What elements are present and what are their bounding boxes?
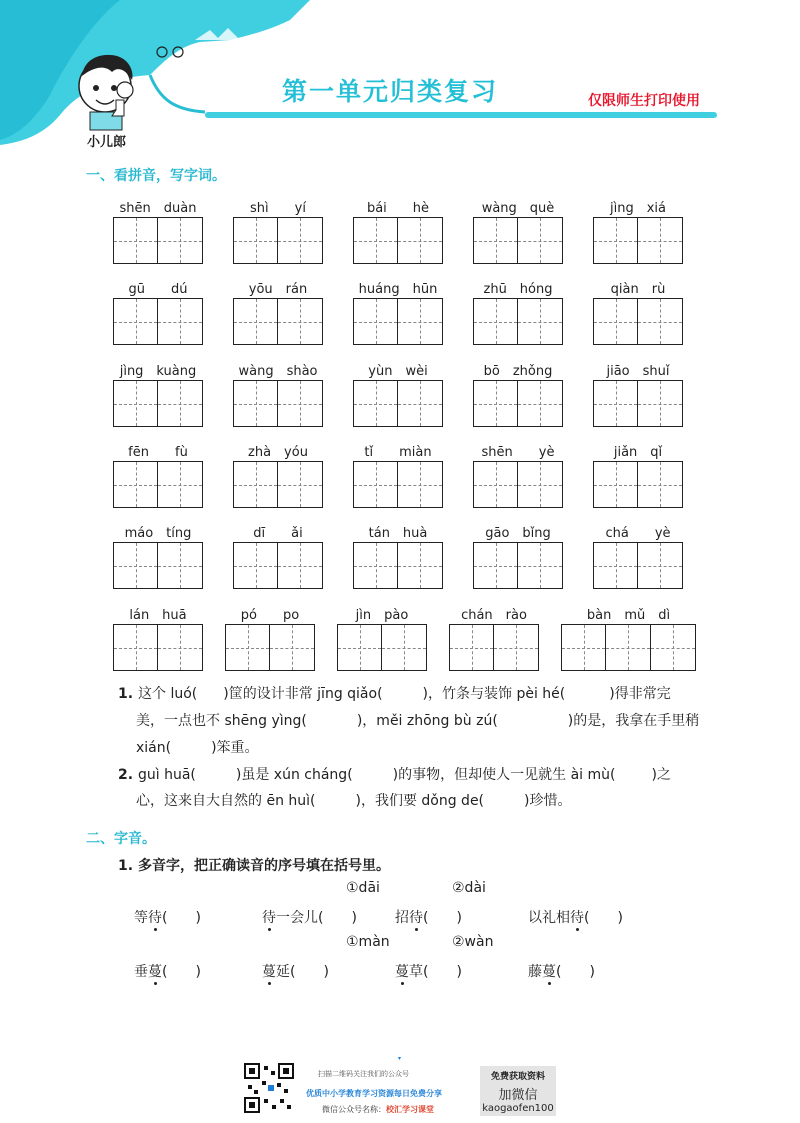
writing-cell[interactable] bbox=[158, 381, 202, 426]
pinyin-label: jìng kuàng bbox=[119, 364, 197, 379]
writing-box[interactable] bbox=[225, 624, 315, 671]
writing-cell[interactable] bbox=[234, 218, 278, 263]
writing-cell[interactable] bbox=[114, 218, 158, 263]
writing-cell[interactable] bbox=[278, 218, 322, 263]
pinyin-label: huáng hūn bbox=[358, 282, 438, 297]
footer-share-text: 优质中小学教育学习资源每日免费分享 bbox=[306, 1089, 442, 1098]
section-2-q1-instruction: 1. 多音字，把正确读音的序号填在括号里。 bbox=[118, 858, 390, 874]
writing-cell[interactable] bbox=[354, 299, 398, 344]
writing-cell[interactable] bbox=[382, 625, 426, 670]
writing-cell[interactable] bbox=[114, 381, 158, 426]
pinyin-label: máo tíng bbox=[124, 526, 192, 541]
writing-cell[interactable] bbox=[398, 218, 442, 263]
pinyin-label: chán rào bbox=[461, 608, 527, 623]
q1-line-3: xián( )笨重。 bbox=[136, 740, 259, 756]
pinyin-label: gū dú bbox=[128, 282, 188, 297]
q2-number: 2. bbox=[118, 767, 134, 783]
writing-box[interactable] bbox=[353, 298, 443, 345]
writing-box[interactable] bbox=[593, 217, 683, 264]
reading-option-dai4: ②dài bbox=[452, 880, 486, 896]
word-dai-yihuier: 待一会儿( ) bbox=[262, 907, 357, 927]
writing-cell[interactable] bbox=[594, 543, 638, 588]
writing-cell[interactable] bbox=[226, 625, 270, 670]
writing-box[interactable] bbox=[353, 461, 443, 508]
word-mancao: 蔓草( ) bbox=[395, 961, 462, 981]
writing-cell[interactable] bbox=[354, 543, 398, 588]
writing-cell[interactable] bbox=[651, 625, 695, 670]
pinyin-label: zhū hóng bbox=[483, 282, 553, 297]
pinyin-label: shēn duàn bbox=[119, 201, 197, 216]
thumbs-up-boy-icon bbox=[72, 50, 142, 132]
writing-cell[interactable] bbox=[594, 218, 638, 263]
footer-account: 微信公众号名称：校汇学习课堂 bbox=[322, 1105, 434, 1114]
writing-box[interactable] bbox=[113, 624, 203, 671]
word-chuiman: 垂蔓( ) bbox=[134, 961, 201, 981]
writing-box[interactable] bbox=[449, 624, 539, 671]
writing-cell[interactable] bbox=[398, 543, 442, 588]
writing-cell[interactable] bbox=[606, 625, 650, 670]
pinyin-label: zhà yóu bbox=[248, 445, 308, 460]
writing-cell[interactable] bbox=[518, 299, 562, 344]
pinyin-label: yōu rán bbox=[248, 282, 308, 297]
pinyin-label: dī ǎi bbox=[253, 526, 303, 541]
writing-cell[interactable] bbox=[450, 625, 494, 670]
title-underline-bar bbox=[205, 112, 717, 118]
writing-box[interactable] bbox=[353, 217, 443, 264]
pinyin-label: chá yè bbox=[605, 526, 671, 541]
writing-box[interactable] bbox=[593, 542, 683, 589]
usage-restriction-notice: 仅限师生打印使用 bbox=[588, 93, 700, 109]
writing-cell[interactable] bbox=[638, 462, 682, 507]
page-title: 第一单元归类复习 bbox=[282, 77, 499, 106]
writing-cell[interactable] bbox=[234, 299, 278, 344]
writing-cell[interactable] bbox=[398, 381, 442, 426]
reading-option-wan: ②wàn bbox=[452, 934, 494, 950]
writing-box[interactable] bbox=[113, 298, 203, 345]
writing-cell[interactable] bbox=[474, 543, 518, 588]
writing-cell[interactable] bbox=[398, 299, 442, 344]
writing-cell[interactable] bbox=[474, 218, 518, 263]
writing-cell[interactable] bbox=[114, 543, 158, 588]
q2-line-1: 2. guì huā( )虽是 xún cháng( )的事物，但却使人一见就生 ài mù( )之 bbox=[118, 767, 671, 783]
writing-cell[interactable] bbox=[474, 299, 518, 344]
section-2-heading: 二、字音。 bbox=[86, 831, 156, 847]
pinyin-label: qiàn rù bbox=[610, 282, 666, 297]
writing-cell[interactable] bbox=[158, 462, 202, 507]
pinyin-label: gāo bǐng bbox=[485, 526, 551, 541]
writing-cell[interactable] bbox=[158, 543, 202, 588]
writing-cell[interactable] bbox=[158, 218, 202, 263]
writing-box[interactable] bbox=[233, 217, 323, 264]
writing-box[interactable] bbox=[113, 217, 203, 264]
pinyin-label: tán huà bbox=[368, 526, 428, 541]
pinyin-label: fēn fù bbox=[128, 445, 188, 460]
writing-box[interactable] bbox=[473, 542, 563, 589]
word-zhaodai: 招待( ) bbox=[395, 907, 462, 927]
writing-box[interactable] bbox=[593, 298, 683, 345]
writing-box[interactable] bbox=[473, 461, 563, 508]
writing-cell[interactable] bbox=[234, 462, 278, 507]
writing-box[interactable] bbox=[473, 298, 563, 345]
writing-cell[interactable] bbox=[234, 543, 278, 588]
pinyin-label: jìng xiá bbox=[610, 201, 666, 216]
pinyin-label: lán huā bbox=[129, 608, 187, 623]
word-yilixiangdai: 以礼相待( ) bbox=[528, 907, 623, 927]
writing-cell[interactable] bbox=[158, 625, 202, 670]
writing-cell[interactable] bbox=[338, 625, 382, 670]
section-1-heading: 一、看拼音，写字词。 bbox=[86, 168, 226, 184]
q1-line-2: 美，一点也不 shēng yìng( )，měi zhōng bù zú( )的是，我拿在手里稍 bbox=[136, 713, 700, 729]
writing-cell[interactable] bbox=[278, 543, 322, 588]
pinyin-label: bō zhǒng bbox=[483, 364, 553, 379]
writing-cell[interactable] bbox=[354, 381, 398, 426]
pinyin-label: bái hè bbox=[366, 201, 430, 216]
qr-code-icon bbox=[244, 1063, 294, 1113]
pinyin-label: wàng shào bbox=[238, 364, 318, 379]
q1-number: 1. bbox=[118, 686, 134, 702]
writing-cell[interactable] bbox=[354, 462, 398, 507]
writing-cell[interactable] bbox=[114, 462, 158, 507]
writing-cell[interactable] bbox=[594, 381, 638, 426]
writing-cell[interactable] bbox=[474, 381, 518, 426]
writing-cell[interactable] bbox=[278, 299, 322, 344]
writing-cell[interactable] bbox=[518, 218, 562, 263]
q2-line-2: 心，这来自大自然的 ēn huì( )，我们要 dǒng de( )珍惜。 bbox=[136, 793, 572, 809]
writing-cell[interactable] bbox=[234, 381, 278, 426]
writing-box[interactable] bbox=[233, 298, 323, 345]
pinyin-label: jiǎn qǐ bbox=[613, 445, 663, 460]
writing-box[interactable] bbox=[233, 380, 323, 427]
word-manyan: 蔓延( ) bbox=[262, 961, 329, 981]
writing-cell[interactable] bbox=[158, 299, 202, 344]
header-decoration bbox=[0, 0, 310, 150]
footer-wechat-badge: 免费获取资料 加微信 kaogaofen100 bbox=[480, 1066, 556, 1116]
writing-box[interactable] bbox=[353, 380, 443, 427]
footer-mark: ▾ bbox=[398, 1055, 402, 1062]
reading-option-man: ①màn bbox=[346, 934, 390, 950]
writing-cell[interactable] bbox=[354, 218, 398, 263]
writing-box[interactable] bbox=[337, 624, 427, 671]
word-dengdai: 等待( ) bbox=[134, 907, 201, 927]
writing-box[interactable] bbox=[113, 380, 203, 427]
writing-box[interactable] bbox=[233, 461, 323, 508]
pinyin-label: yùn wèi bbox=[368, 364, 428, 379]
writing-cell[interactable] bbox=[270, 625, 314, 670]
pinyin-label: shì yí bbox=[250, 201, 306, 216]
pinyin-label: shēn yè bbox=[481, 445, 555, 460]
pinyin-label: bàn mǔ dì bbox=[586, 608, 671, 623]
writing-cell[interactable] bbox=[494, 625, 538, 670]
pinyin-label: jìn pào bbox=[355, 608, 409, 623]
writing-box[interactable] bbox=[473, 380, 563, 427]
pinyin-label: tǐ miàn bbox=[364, 445, 432, 460]
brand-name: 小儿郎 bbox=[87, 135, 127, 150]
reading-option-dai1: ①dāi bbox=[346, 880, 380, 896]
writing-cell[interactable] bbox=[594, 462, 638, 507]
writing-box[interactable] bbox=[233, 542, 323, 589]
writing-box[interactable] bbox=[593, 461, 683, 508]
writing-cell[interactable] bbox=[278, 462, 322, 507]
writing-box[interactable] bbox=[113, 461, 203, 508]
pinyin-label: pó po bbox=[240, 608, 300, 623]
writing-cell[interactable] bbox=[562, 625, 606, 670]
writing-cell[interactable] bbox=[638, 299, 682, 344]
footer-scan-text: 扫描二维码关注我们的公众号 bbox=[318, 1070, 409, 1078]
writing-cell[interactable] bbox=[278, 381, 322, 426]
writing-cell[interactable] bbox=[518, 543, 562, 588]
writing-cell[interactable] bbox=[518, 381, 562, 426]
writing-cell[interactable] bbox=[398, 462, 442, 507]
writing-box[interactable] bbox=[473, 217, 563, 264]
writing-cell[interactable] bbox=[114, 299, 158, 344]
writing-cell[interactable] bbox=[474, 462, 518, 507]
pinyin-label: jiāo shuǐ bbox=[606, 364, 670, 379]
writing-cell[interactable] bbox=[518, 462, 562, 507]
writing-cell[interactable] bbox=[114, 625, 158, 670]
pinyin-label: wàng què bbox=[481, 201, 555, 216]
writing-box[interactable] bbox=[561, 624, 696, 671]
writing-cell[interactable] bbox=[638, 543, 682, 588]
writing-box[interactable] bbox=[353, 542, 443, 589]
q1-line-1: 1. 这个 luó( )筐的设计非常 jīng qiǎo( )，竹条与装饰 pèi hé( )得非常完 bbox=[118, 686, 671, 702]
writing-box[interactable] bbox=[593, 380, 683, 427]
writing-cell[interactable] bbox=[638, 218, 682, 263]
writing-cell[interactable] bbox=[594, 299, 638, 344]
word-tengman: 藤蔓( ) bbox=[528, 961, 595, 981]
writing-cell[interactable] bbox=[638, 381, 682, 426]
writing-box[interactable] bbox=[113, 542, 203, 589]
